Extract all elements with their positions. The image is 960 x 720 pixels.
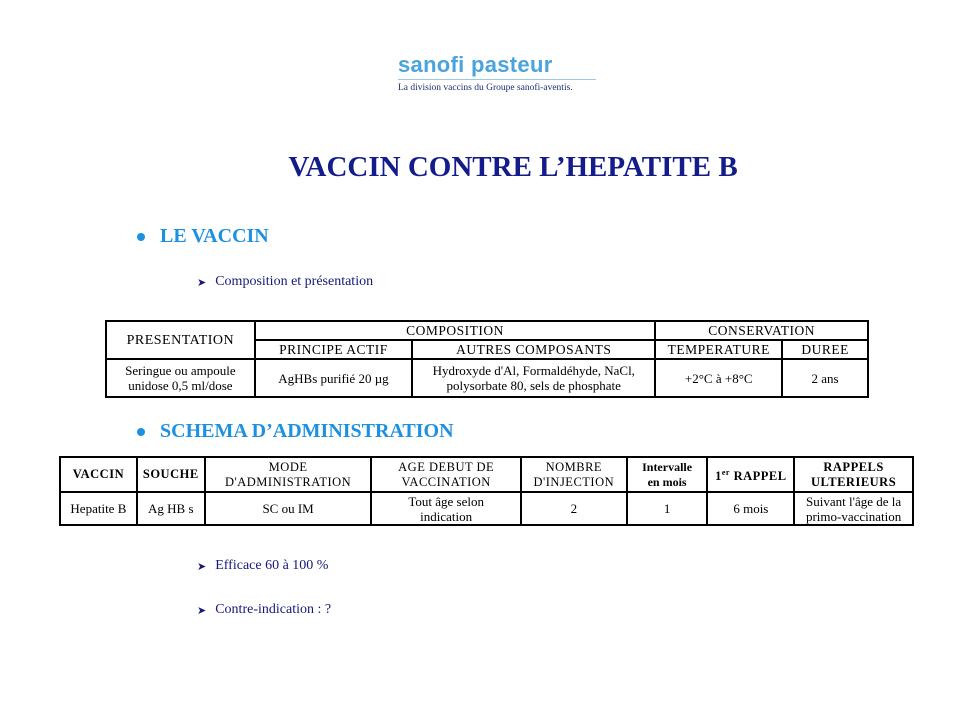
header-principe-actif: PRINCIPE ACTIF [255,340,412,359]
sanofi-pasteur-logo [398,53,608,94]
section-heading: SCHEMA D’ADMINISTRATION [160,420,454,442]
header-line: VACCINATION [401,474,491,489]
header-autres-composants: AUTRES COMPOSANTS [412,340,655,359]
header-composition: COMPOSITION [255,321,656,340]
logo-tagline: La division vaccins du Groupe sanofi-aventis. [398,83,573,93]
cell-line: polysorbate 80, sels de phosphate [446,378,621,393]
header-line: D'ADMINISTRATION [224,474,352,489]
header-temperature: TEMPERATURE [655,340,782,359]
cell-line: Suivant l'âge de la [806,493,902,509]
header-line: MODE [268,459,308,474]
header-line: RAPPELS [823,459,884,474]
cell-line: Seringue ou ampoule [125,363,236,378]
header-vaccin: VACCIN [60,457,137,492]
header-superscript: er [721,467,730,477]
header-conservation: CONSERVATION [655,321,868,340]
cell-premier-rappel: 6 mois [707,492,794,525]
cell-line: unidose 0,5 ml/dose [128,378,233,393]
administration-schedule-table [59,456,914,526]
header-mode-administration [205,457,372,492]
header-intervalle [627,457,708,492]
cell-vaccin: Hepatite B [60,492,137,525]
cell-rappels-ulterieurs [794,492,913,525]
cell-mode: SC ou IM [205,492,372,525]
note-text: Contre-indication : ? [215,602,332,617]
note-text: Efficace 60 à 100 % [215,558,329,573]
cell-intervalle: 1 [627,492,708,525]
header-age-debut [371,457,520,492]
bullet-dot-icon [137,233,145,241]
table-row [60,492,913,525]
header-number: 1 [715,469,722,484]
cell-nombre: 2 [521,492,627,525]
section-le-vaccin [137,225,269,248]
section-heading: LE VACCIN [160,225,269,247]
header-line: Intervalle [642,459,693,474]
header-presentation: PRESENTATION [106,321,255,359]
table-row [106,359,868,397]
cell-principe-actif: AgHBs purifié 20 µg [255,359,412,397]
arrow-bullet-icon: ➤ [197,559,207,573]
note-efficacite [197,558,328,574]
cell-duree: 2 ans [782,359,868,397]
cell-line: indication [420,508,473,524]
cell-line: Tout âge selon [408,493,484,509]
header-nombre-injection [521,457,627,492]
header-label: RAPPEL [729,469,787,484]
subheading-text: Composition et présentation [215,274,374,289]
arrow-bullet-icon: ➤ [197,603,207,617]
section-schema-administration [137,420,454,443]
subheading-composition [197,274,373,290]
header-premier-rappel [707,457,794,492]
header-souche: SOUCHE [137,457,205,492]
header-line: AGE DEBUT DE [398,459,495,474]
header-line: ULTERIEURS [811,474,897,489]
cell-souche: Ag HB s [137,492,205,525]
note-contre-indication [197,602,331,618]
composition-table [105,320,869,398]
header-rappels-ulterieurs [794,457,913,492]
cell-line: Hydroxyde d'Al, Formaldéhyde, NaCl, [432,363,635,378]
header-line: D'INJECTION [533,474,615,489]
header-line: en mois [647,474,687,489]
logo-name: sanofi pasteur [398,52,553,77]
cell-line: primo-vaccination [805,508,902,524]
header-duree: DUREE [782,340,868,359]
logo-divider [398,79,596,80]
header-line: NOMBRE [545,459,603,474]
page-title: VACCIN CONTRE L’HEPATITE B [288,151,738,183]
arrow-bullet-icon: ➤ [197,275,207,289]
cell-autres-composants [412,359,655,397]
cell-temperature: +2°C à +8°C [655,359,782,397]
cell-presentation [106,359,255,397]
cell-age-debut [371,492,520,525]
bullet-dot-icon [137,428,145,436]
